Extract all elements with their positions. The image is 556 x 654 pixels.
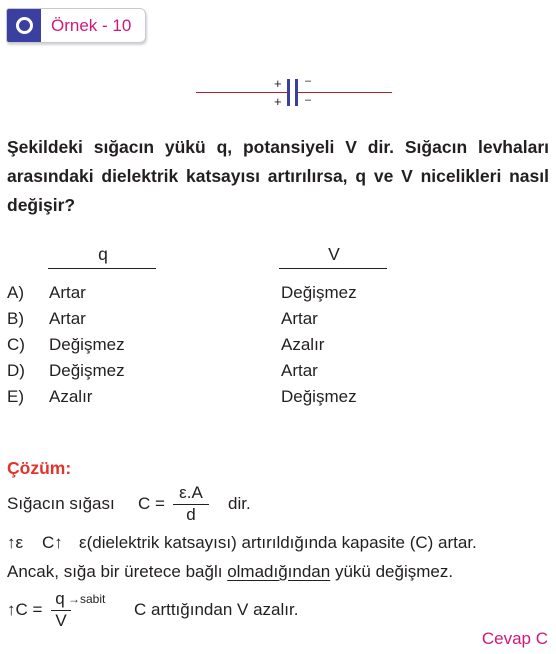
ring-icon xyxy=(16,17,33,34)
solution-line3-before: Ancak, sığa bir üretece bağlı xyxy=(7,562,228,581)
option-letter: A) xyxy=(7,283,24,302)
option-v-value: Değişmez xyxy=(281,387,357,406)
capacitance-increase: C↑ xyxy=(42,533,63,552)
capacitor-plate-right xyxy=(295,79,298,106)
plus-sign-top: + xyxy=(274,76,282,91)
option-letter: E) xyxy=(7,387,24,406)
option-v-value: Artar xyxy=(281,361,318,380)
option-letter: C) xyxy=(7,335,25,354)
plus-sign-bottom: + xyxy=(274,94,282,109)
option-q-value: Azalır xyxy=(49,387,93,406)
formula-lhs: C = xyxy=(138,494,165,513)
solution-line1-suffix: dir. xyxy=(228,494,251,513)
solution-title: Çözüm: xyxy=(7,458,72,478)
minus-sign-top: – xyxy=(305,75,312,87)
solution-line4-text: C arttığından V azalır. xyxy=(134,600,299,619)
example-label: Örnek - 10 xyxy=(51,16,132,35)
epsilon-increase: ↑ε xyxy=(7,533,24,552)
column-header-v: V xyxy=(328,244,340,264)
answer-label: Cevap C xyxy=(481,629,548,648)
formula2-lhs: ↑C = xyxy=(7,600,43,619)
formula-denominator: d xyxy=(186,505,196,524)
badge-accent xyxy=(7,9,41,42)
option-q-value: Değişmez xyxy=(49,335,125,354)
option-q-value: Değişmez xyxy=(49,361,125,380)
formula2-numerator: q xyxy=(55,589,65,608)
formula2-note: →sabit xyxy=(68,592,106,606)
solution-line3-after: yükü değişmez. xyxy=(330,562,454,581)
solution-line3 xyxy=(7,562,453,582)
example-badge xyxy=(6,8,146,43)
option-letter: B) xyxy=(7,309,24,328)
option-v-value: Azalır xyxy=(281,335,325,354)
solution-line1-prefix: Sığacın sığası xyxy=(7,494,115,513)
column-rule-q xyxy=(48,268,156,269)
option-q-value: Artar xyxy=(49,283,86,302)
solution-line2-text: ε(dielektrik katsayısı) artırıldığında kapasite (C) artar. xyxy=(79,533,477,552)
option-q-value: Artar xyxy=(49,309,86,328)
formula2-denominator: V xyxy=(55,611,67,630)
column-rule-v xyxy=(279,268,387,269)
option-v-value: Artar xyxy=(281,309,318,328)
minus-sign-bottom: – xyxy=(305,94,312,106)
question-text: Şekildeki sığacın yükü q, potansiyeli V dir. Sığacın levhaları arasındaki dielektrik katsayısı artırılırsa, q ve V nicelikleri nasıl değişir? xyxy=(7,137,549,215)
column-header-q: q xyxy=(98,244,108,264)
option-v-value: Değişmez xyxy=(281,283,357,302)
formula-numerator: ε.A xyxy=(179,483,203,502)
solution-line3-underlined: olmadığından xyxy=(227,562,331,581)
capacitor-plate-left xyxy=(287,79,290,106)
option-letter: D) xyxy=(7,361,25,380)
right-wire xyxy=(298,92,392,93)
left-wire xyxy=(196,92,287,93)
